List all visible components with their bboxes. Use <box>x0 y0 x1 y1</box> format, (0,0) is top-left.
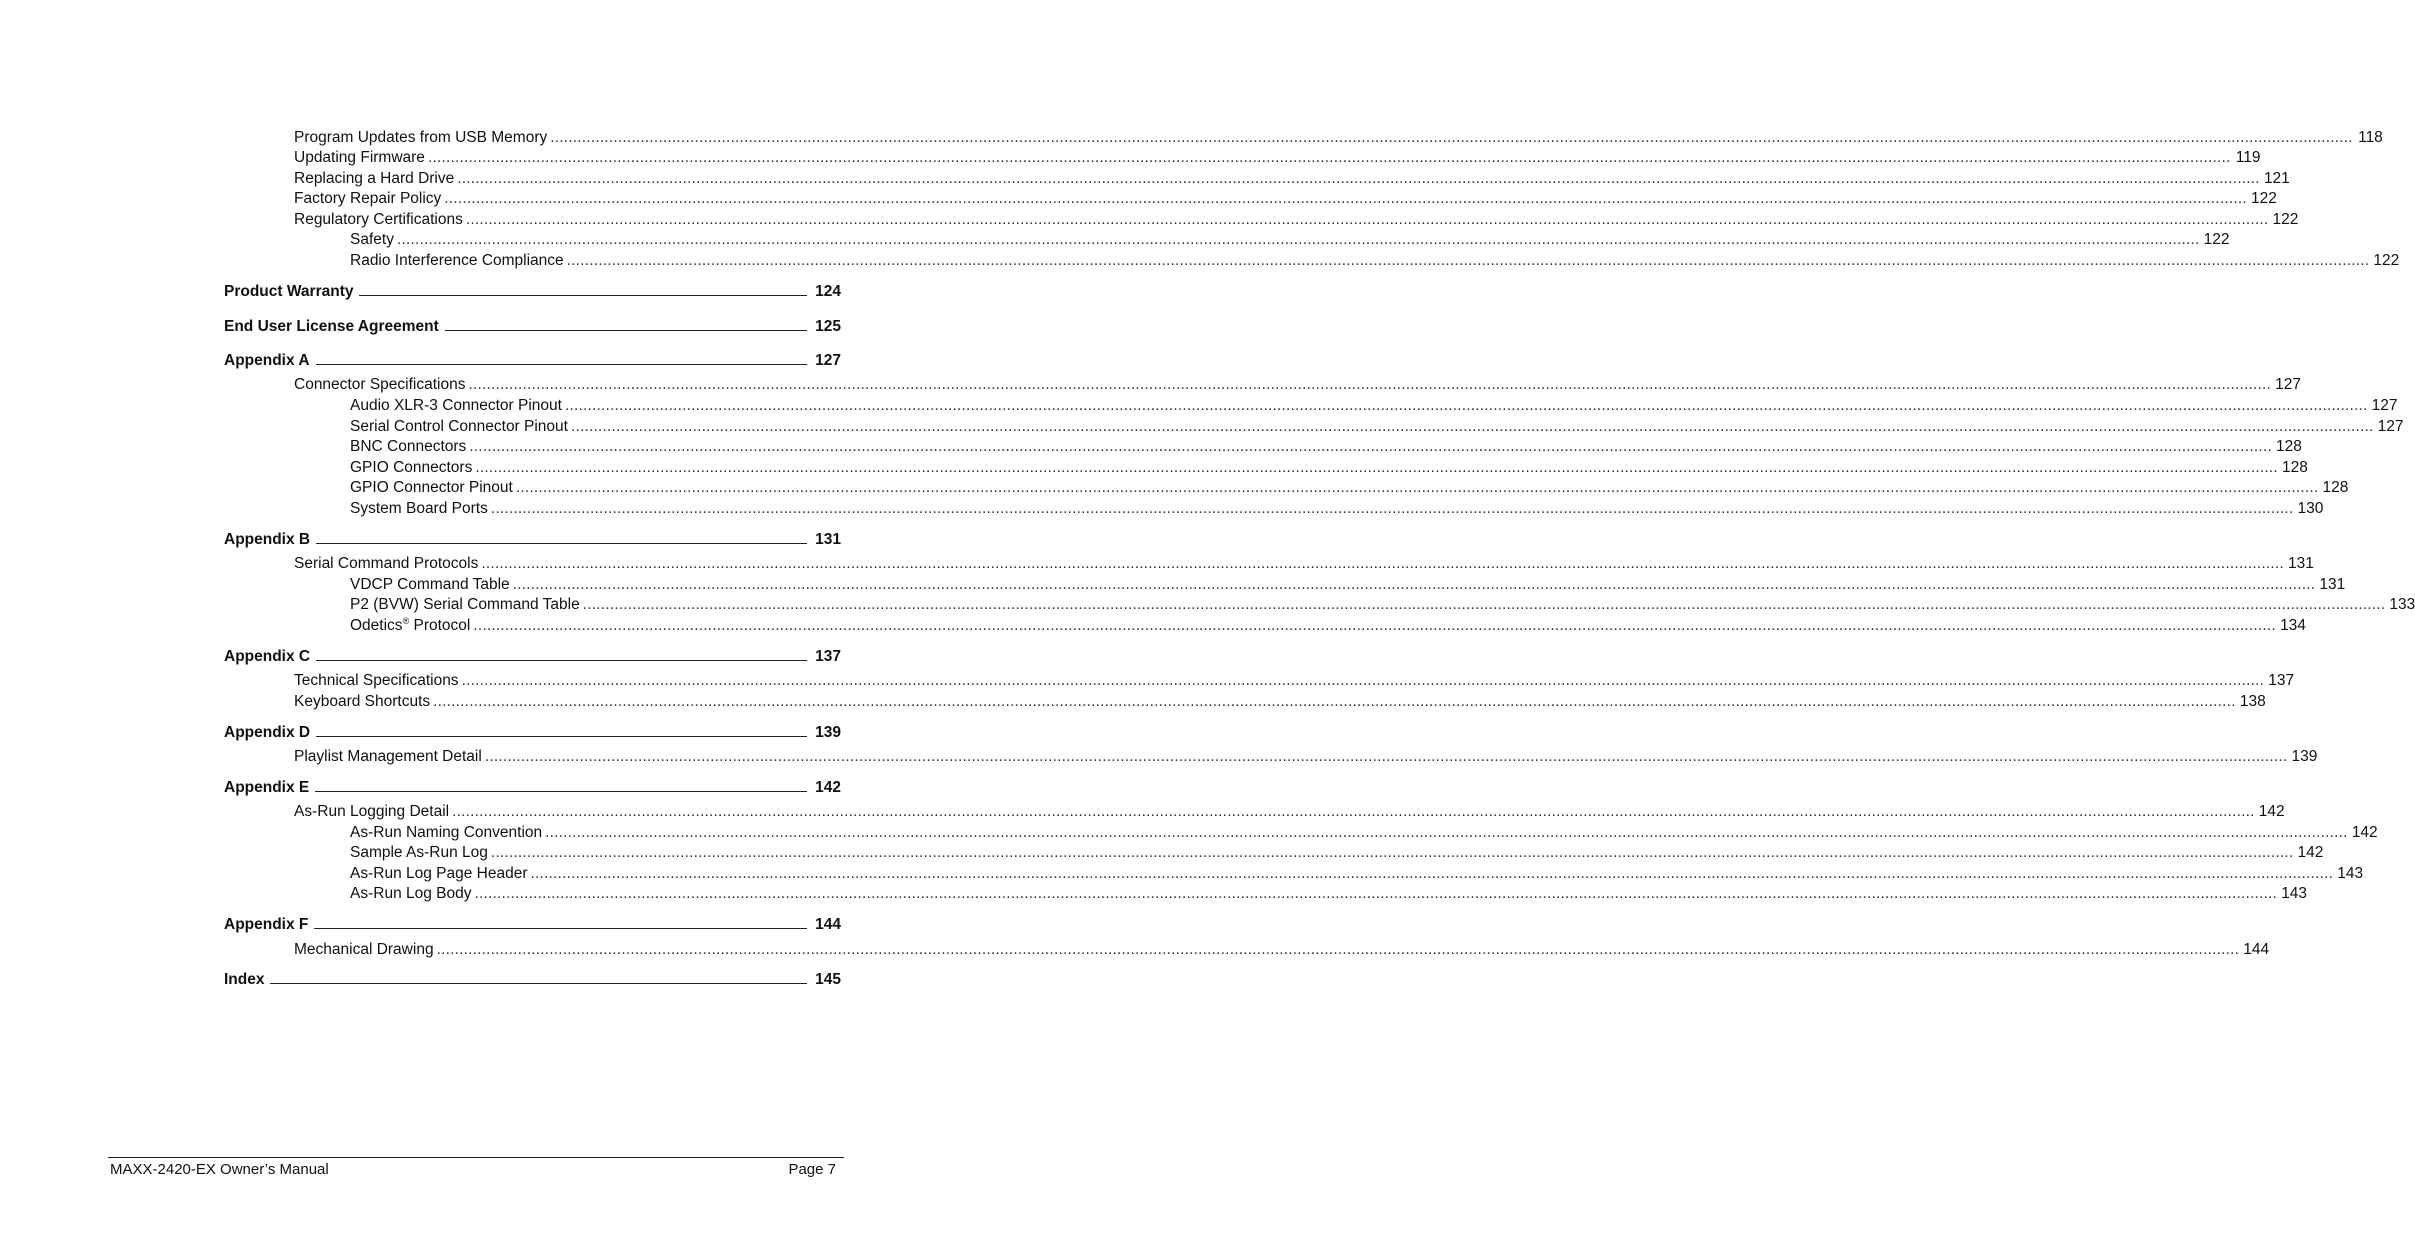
footer-document-title: MAXX-2420-EX Owner’s Manual <box>110 1161 329 1178</box>
toc-entry-title: Connector Specifications <box>294 376 466 393</box>
toc-leader-dots: ................................................................................................................................................................................................................................................................................................................................................................................................................ <box>475 459 2278 476</box>
toc-page-number: 143 <box>2337 865 2364 882</box>
toc-entry-title: Playlist Management Detail <box>294 748 482 765</box>
toc-leader-line <box>316 722 807 737</box>
toc-entry-title: As-Run Log Page Header <box>350 865 528 882</box>
toc-page-number: 122 <box>2250 190 2277 207</box>
toc-leader-dots: ................................................................................................................................................................................................................................................................................................................................................................................................................ <box>484 748 2288 765</box>
toc-leader-line <box>316 529 807 544</box>
toc-page-number: 144 <box>815 916 841 933</box>
toc-entry-title: Keyboard Shortcuts <box>294 693 431 710</box>
toc-entry-title: Serial Control Connector Pinout <box>350 418 568 435</box>
toc-leader-dots: ................................................................................................................................................................................................................................................................................................................................................................................................................ <box>490 844 2294 861</box>
toc-entry-title: As-Run Naming Convention <box>350 824 543 841</box>
toc-entry-title: Odetics® Protocol <box>350 615 471 634</box>
toc-entry-title: Program Updates from USB Memory <box>294 129 548 146</box>
toc-page-number: 142 <box>2297 844 2324 861</box>
toc-page-number: 134 <box>2280 617 2306 634</box>
registered-mark: ® <box>402 615 410 626</box>
toc-entry[interactable] <box>350 396 2398 416</box>
toc-page-number: 122 <box>2373 252 2400 269</box>
toc-leader-line <box>315 777 807 792</box>
toc-page-number: 143 <box>2281 885 2308 902</box>
toc-page-number: 127 <box>815 352 841 369</box>
toc-page-number: 128 <box>2322 479 2349 496</box>
toc-leader-dots: ................................................................................................................................................................................................................................................................................................................................................................................................................ <box>515 479 2319 496</box>
toc-entry[interactable] <box>350 478 2349 498</box>
toc-entry-title: Appendix D <box>224 724 311 741</box>
toc-leader-line <box>316 646 807 661</box>
toc-entry-title: BNC Connectors <box>350 438 467 455</box>
toc-heading-entry[interactable] <box>224 777 841 799</box>
toc-leader-dots: ................................................................................................................................................................................................................................................................................................................................................................................................................ <box>490 500 2294 517</box>
toc-leader-dots: ................................................................................................................................................................................................................................................................................................................................................................................................................ <box>444 190 2247 207</box>
toc-entry-title: Sample As-Run Log <box>350 844 488 861</box>
toc-leader-dots: ................................................................................................................................................................................................................................................................................................................................................................................................................ <box>530 865 2334 882</box>
toc-entry[interactable] <box>350 499 2324 519</box>
toc-entry[interactable] <box>294 128 2383 148</box>
toc-heading-entry[interactable] <box>224 914 841 936</box>
toc-page-number: 127 <box>2275 376 2302 393</box>
toc-entry[interactable] <box>350 864 2364 884</box>
toc-leader-line <box>314 914 807 929</box>
toc-entry-title: Appendix F <box>224 916 309 933</box>
toc-entry[interactable] <box>294 148 2261 168</box>
toc-page-number: 119 <box>2235 149 2261 166</box>
toc-heading-entry[interactable] <box>224 316 841 338</box>
toc-leader-dots: ................................................................................................................................................................................................................................................................................................................................................................................................................ <box>564 397 2368 414</box>
toc-leader-dots: ................................................................................................................................................................................................................................................................................................................................................................................................................ <box>550 129 2353 146</box>
toc-leader-line <box>316 350 807 365</box>
toc-entry-title: VDCP Command Table <box>350 576 510 593</box>
toc-entry-title: P2 (BVW) Serial Command Table <box>350 596 580 613</box>
toc-page-number: 128 <box>2282 459 2308 476</box>
toc-entry-title: Index <box>224 971 265 988</box>
toc-page-number: 131 <box>815 531 841 548</box>
toc-entry[interactable] <box>294 692 2266 712</box>
toc-entry[interactable] <box>350 251 2400 271</box>
toc-heading-entry[interactable] <box>224 350 841 372</box>
toc-entry-title: Audio XLR-3 Connector Pinout <box>350 397 562 414</box>
toc-entry[interactable] <box>294 375 2302 395</box>
toc-heading-entry[interactable] <box>224 722 841 744</box>
toc-leader-dots: ................................................................................................................................................................................................................................................................................................................................................................................................................ <box>427 149 2231 166</box>
toc-entry[interactable] <box>350 575 2346 595</box>
footer-page-number: Page 7 <box>788 1161 836 1178</box>
toc-entry[interactable] <box>294 940 2270 960</box>
toc-leader-dots: ................................................................................................................................................................................................................................................................................................................................................................................................................ <box>570 418 2374 435</box>
toc-entry[interactable] <box>350 458 2308 478</box>
toc-entry[interactable] <box>350 595 2415 615</box>
toc-entry[interactable] <box>350 843 2324 863</box>
toc-leader-dots: ................................................................................................................................................................................................................................................................................................................................................................................................................ <box>457 170 2260 187</box>
toc-page-number: 137 <box>2268 672 2295 689</box>
toc-page-number: 142 <box>2258 803 2285 820</box>
toc-page-number: 131 <box>2319 576 2346 593</box>
toc-heading-entry[interactable] <box>224 281 841 303</box>
toc-entry[interactable] <box>294 189 2277 209</box>
toc-leader-dots: ................................................................................................................................................................................................................................................................................................................................................................................................................ <box>452 803 2255 820</box>
toc-entry-title: Product Warranty <box>224 283 354 300</box>
toc-entry[interactable] <box>294 169 2290 189</box>
toc-entry-title: System Board Ports <box>350 500 488 517</box>
toc-leader-dots: ................................................................................................................................................................................................................................................................................................................................................................................................................ <box>433 693 2236 710</box>
toc-entry-title: As-Run Logging Detail <box>294 803 450 820</box>
toc-page-number: 125 <box>815 318 841 335</box>
toc-entry-title: GPIO Connector Pinout <box>350 479 513 496</box>
toc-page-number: 137 <box>815 648 841 665</box>
toc-page-number: 130 <box>2297 500 2324 517</box>
toc-page-number: 144 <box>2243 941 2270 958</box>
toc-entry-title: Radio Interference Compliance <box>350 252 564 269</box>
toc-leader-dots: ................................................................................................................................................................................................................................................................................................................................................................................................................ <box>545 824 2348 841</box>
toc-page-number: 131 <box>2288 555 2314 572</box>
toc-leader-dots: ................................................................................................................................................................................................................................................................................................................................................................................................................ <box>582 596 2386 613</box>
toc-page-number: 118 <box>2358 129 2383 146</box>
toc-heading-entry[interactable] <box>224 529 841 551</box>
footer-divider <box>108 1157 844 1158</box>
toc-page-number: 128 <box>2275 438 2302 455</box>
toc-entry[interactable] <box>350 230 2230 250</box>
toc-page-number: 133 <box>2389 596 2415 613</box>
toc-entry-title: Appendix B <box>224 531 311 548</box>
toc-entry-title: As-Run Log Body <box>350 885 472 902</box>
toc-entry-title: Serial Command Protocols <box>294 555 479 572</box>
toc-entry-title: GPIO Connectors <box>350 459 473 476</box>
toc-entry-title: Technical Specifications <box>294 672 459 689</box>
toc-leader-dots: ................................................................................................................................................................................................................................................................................................................................................................................................................ <box>512 576 2316 593</box>
toc-leader-dots: ................................................................................................................................................................................................................................................................................................................................................................................................................ <box>396 231 2200 248</box>
toc-entry-title: Appendix E <box>224 779 310 796</box>
toc-page-number: 122 <box>2272 211 2299 228</box>
toc-entry-title: End User License Agreement <box>224 318 439 335</box>
toc-entry-title: Appendix C <box>224 648 311 665</box>
toc-entry-title: Safety <box>350 231 394 248</box>
toc-page-number: 124 <box>815 283 841 300</box>
toc-page-number: 142 <box>2351 824 2378 841</box>
toc-entry[interactable] <box>294 802 2285 822</box>
toc-leader-dots: ................................................................................................................................................................................................................................................................................................................................................................................................................ <box>469 438 2272 455</box>
toc-leader-dots: ................................................................................................................................................................................................................................................................................................................................................................................................................ <box>473 617 2276 634</box>
toc-leader-line <box>270 969 807 984</box>
toc-page-number: 121 <box>2263 170 2290 187</box>
toc-leader-dots: ................................................................................................................................................................................................................................................................................................................................................................................................................ <box>474 885 2278 902</box>
toc-entry-title: Updating Firmware <box>294 149 425 166</box>
toc-page-number: 139 <box>2291 748 2318 765</box>
toc-entry[interactable] <box>294 747 2318 767</box>
toc-page-number: 142 <box>815 779 841 796</box>
toc-entry-title: Appendix A <box>224 352 310 369</box>
toc-entry-title: Regulatory Certifications <box>294 211 463 228</box>
toc-entry[interactable] <box>350 615 2306 636</box>
toc-entry-title: Factory Repair Policy <box>294 190 442 207</box>
toc-leader-dots: ................................................................................................................................................................................................................................................................................................................................................................................................................ <box>436 941 2240 958</box>
toc-entry[interactable] <box>350 884 2308 904</box>
toc-page-number: 122 <box>2203 231 2230 248</box>
toc-page-number: 145 <box>815 971 841 988</box>
toc-leader-line <box>359 281 807 296</box>
toc-heading-entry[interactable] <box>224 969 841 991</box>
toc-leader-dots: ................................................................................................................................................................................................................................................................................................................................................................................................................ <box>461 672 2265 689</box>
toc-leader-dots: ................................................................................................................................................................................................................................................................................................................................................................................................................ <box>468 376 2272 393</box>
toc-heading-entry[interactable] <box>224 646 841 668</box>
toc-leader-dots: ................................................................................................................................................................................................................................................................................................................................................................................................................ <box>465 211 2269 228</box>
toc-page-number: 138 <box>2239 693 2266 710</box>
toc-entry[interactable] <box>350 417 2404 437</box>
toc-entry[interactable] <box>294 210 2299 230</box>
toc-leader-dots: ................................................................................................................................................................................................................................................................................................................................................................................................................ <box>566 252 2370 269</box>
toc-entry[interactable] <box>294 554 2314 574</box>
toc-entry[interactable] <box>350 437 2302 457</box>
toc-entry-title: Mechanical Drawing <box>294 941 434 958</box>
toc-page-number: 127 <box>2377 418 2404 435</box>
toc-entry-title: Replacing a Hard Drive <box>294 170 455 187</box>
toc-leader-line <box>445 316 807 331</box>
toc-page-number: 127 <box>2371 397 2398 414</box>
toc-page-number: 139 <box>815 724 841 741</box>
toc-leader-dots: ................................................................................................................................................................................................................................................................................................................................................................................................................ <box>481 555 2284 572</box>
toc-entry[interactable] <box>294 671 2295 691</box>
toc-entry[interactable] <box>350 823 2378 843</box>
